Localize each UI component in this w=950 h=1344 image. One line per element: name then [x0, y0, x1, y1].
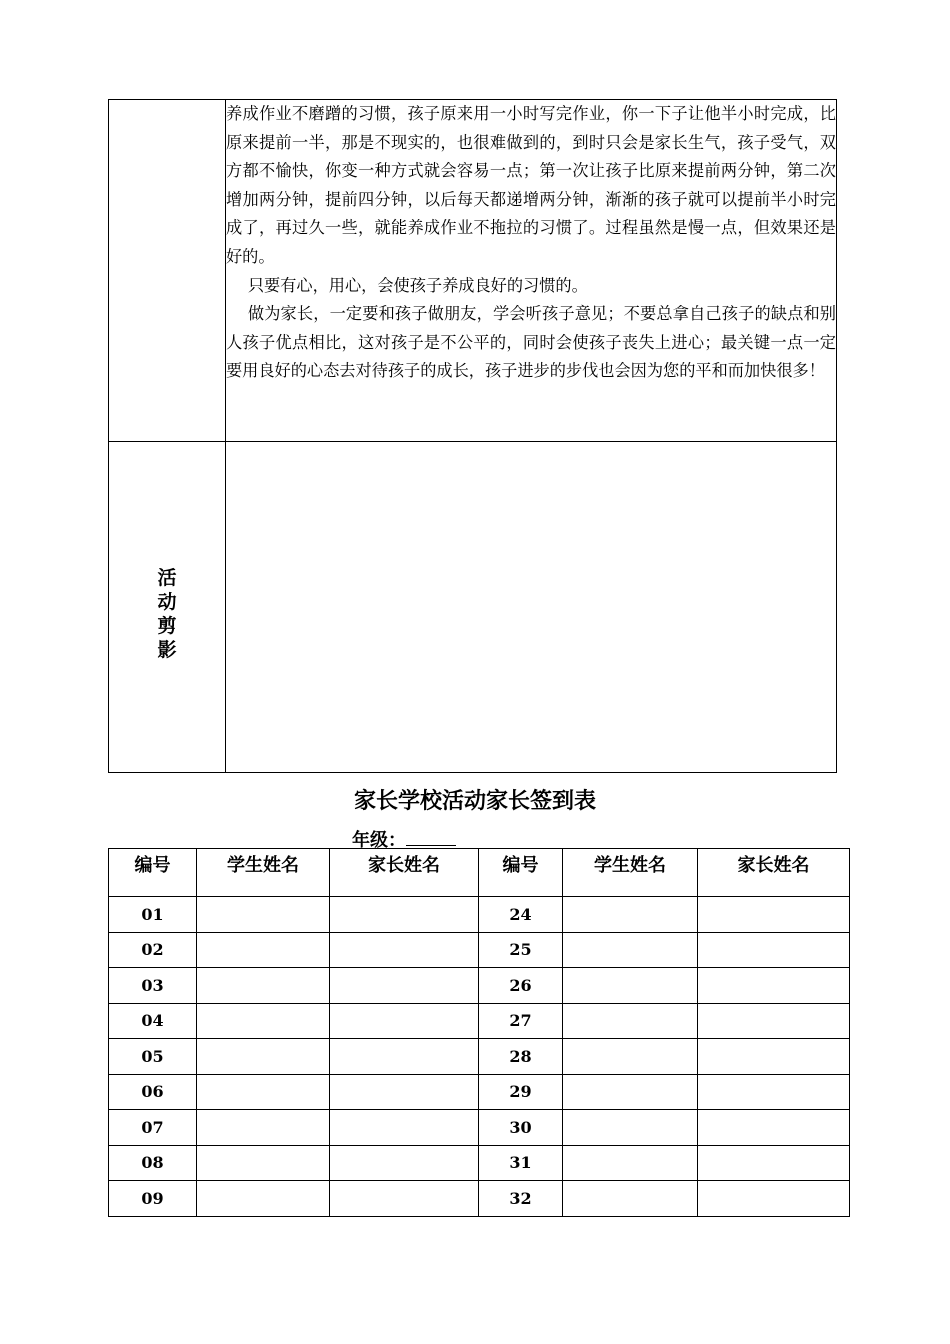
- row-number-right: 32: [479, 1181, 563, 1217]
- parent-name-cell[interactable]: [698, 1039, 850, 1075]
- row-number-right: 31: [479, 1145, 563, 1181]
- row-number-right: 26: [479, 968, 563, 1004]
- row-number-left: 01: [109, 897, 197, 933]
- parent-name-cell[interactable]: [330, 1003, 479, 1039]
- row-number-left: 06: [109, 1074, 197, 1110]
- row-number-right: 30: [479, 1110, 563, 1146]
- record-text-row: [109, 100, 837, 442]
- table-row: [109, 1181, 850, 1217]
- parent-name-cell[interactable]: [698, 1074, 850, 1110]
- row-number-left: 03: [109, 968, 197, 1004]
- student-name-cell[interactable]: [563, 968, 698, 1004]
- parent-name-cell[interactable]: [698, 932, 850, 968]
- parent-name-cell[interactable]: [698, 1181, 850, 1217]
- parent-name-cell[interactable]: [698, 1110, 850, 1146]
- row-number-right: 27: [479, 1003, 563, 1039]
- row-number-right: 28: [479, 1039, 563, 1075]
- parent-name-cell[interactable]: [330, 1074, 479, 1110]
- column-header: 家长姓名: [330, 849, 479, 897]
- grade-blank-field[interactable]: [406, 827, 456, 846]
- student-name-cell[interactable]: [197, 1074, 330, 1110]
- student-name-cell[interactable]: [197, 968, 330, 1004]
- table-row: [109, 932, 850, 968]
- student-name-cell[interactable]: [563, 1181, 698, 1217]
- parent-name-cell[interactable]: [330, 1110, 479, 1146]
- table-row: [109, 1003, 850, 1039]
- parent-name-cell[interactable]: [330, 1039, 479, 1075]
- column-header: 编号: [479, 849, 563, 897]
- signin-header-row: [109, 849, 850, 897]
- signin-title: 家长学校活动家长签到表: [353, 789, 596, 814]
- row-number-right: 24: [479, 897, 563, 933]
- student-name-cell[interactable]: [197, 1145, 330, 1181]
- photo-area: [226, 442, 837, 773]
- parent-name-cell[interactable]: [698, 897, 850, 933]
- column-header: 编号: [109, 849, 197, 897]
- row-number-left: 05: [109, 1039, 197, 1075]
- parent-name-cell[interactable]: [330, 1145, 479, 1181]
- parent-name-cell[interactable]: [698, 1145, 850, 1181]
- table-row: [109, 968, 850, 1004]
- student-name-cell[interactable]: [197, 1039, 330, 1075]
- table-row: [109, 1145, 850, 1181]
- student-name-cell[interactable]: [197, 1003, 330, 1039]
- student-name-cell[interactable]: [197, 932, 330, 968]
- column-header: 家长姓名: [698, 849, 850, 897]
- parent-name-cell[interactable]: [698, 1003, 850, 1039]
- photo-label: 活动剪影: [157, 567, 177, 661]
- parent-name-cell[interactable]: [330, 932, 479, 968]
- photo-row: [109, 442, 837, 773]
- table-row: [109, 1110, 850, 1146]
- student-name-cell[interactable]: [197, 1110, 330, 1146]
- student-name-cell[interactable]: [563, 1003, 698, 1039]
- activity-record-table: [108, 99, 837, 773]
- student-name-cell[interactable]: [563, 1074, 698, 1110]
- student-name-cell[interactable]: [563, 1039, 698, 1075]
- parent-name-cell[interactable]: [330, 968, 479, 1004]
- student-name-cell[interactable]: [563, 1145, 698, 1181]
- row-number-left: 07: [109, 1110, 197, 1146]
- record-paragraph: 养成作业不磨蹭的习惯，孩子原来用一小时写完作业，你一下子让他半小时完成，比原来提前一半，那是不现实的，也很难做到的，到时只会是家长生气，孩子受气，双方都不愉快，你变一种方式就会容易一点；第一次让孩子比原来提前两分钟，第二次增加两分钟，提前四分钟，以后每天都递增两分钟，渐渐的孩子就可以提前半小时完成了，再过久一些，就能养成作业不拖拉的习惯了。过程虽然是慢一点，但效果还是好的。: [226, 104, 836, 266]
- student-name-cell[interactable]: [197, 1181, 330, 1217]
- photo-label-cell: [109, 442, 226, 773]
- record-left-blank-cell: [109, 100, 226, 442]
- parent-name-cell[interactable]: [330, 1181, 479, 1217]
- student-name-cell[interactable]: [563, 932, 698, 968]
- table-row: [109, 1039, 850, 1075]
- parent-name-cell[interactable]: [698, 968, 850, 1004]
- record-text-cell: [226, 100, 837, 442]
- table-row: [109, 897, 850, 933]
- column-header: 学生姓名: [563, 849, 698, 897]
- record-paragraph: 只要有心，用心，会使孩子养成良好的习惯的。: [247, 275, 588, 295]
- grade-label: 年级：: [352, 830, 406, 851]
- row-number-left: 04: [109, 1003, 197, 1039]
- student-name-cell[interactable]: [563, 1110, 698, 1146]
- row-number-right: 29: [479, 1074, 563, 1110]
- record-paragraph: 做为家长，一定要和孩子做朋友，学会听孩子意见；不要总拿自己孩子的缺点和别人孩子优点相比，这对孩子是不公平的，同时会使孩子丧失上进心；最关键一点一定要用良好的心态去对待孩子的成长，孩子进步的步伐也会因为您的平和而加快很多！: [226, 304, 836, 381]
- row-number-right: 25: [479, 932, 563, 968]
- parent-name-cell[interactable]: [330, 897, 479, 933]
- row-number-left: 02: [109, 932, 197, 968]
- student-name-cell[interactable]: [197, 897, 330, 933]
- student-name-cell[interactable]: [563, 897, 698, 933]
- row-number-left: 09: [109, 1181, 197, 1217]
- column-header: 学生姓名: [197, 849, 330, 897]
- table-row: [109, 1074, 850, 1110]
- row-number-left: 08: [109, 1145, 197, 1181]
- signin-table: [108, 848, 850, 1217]
